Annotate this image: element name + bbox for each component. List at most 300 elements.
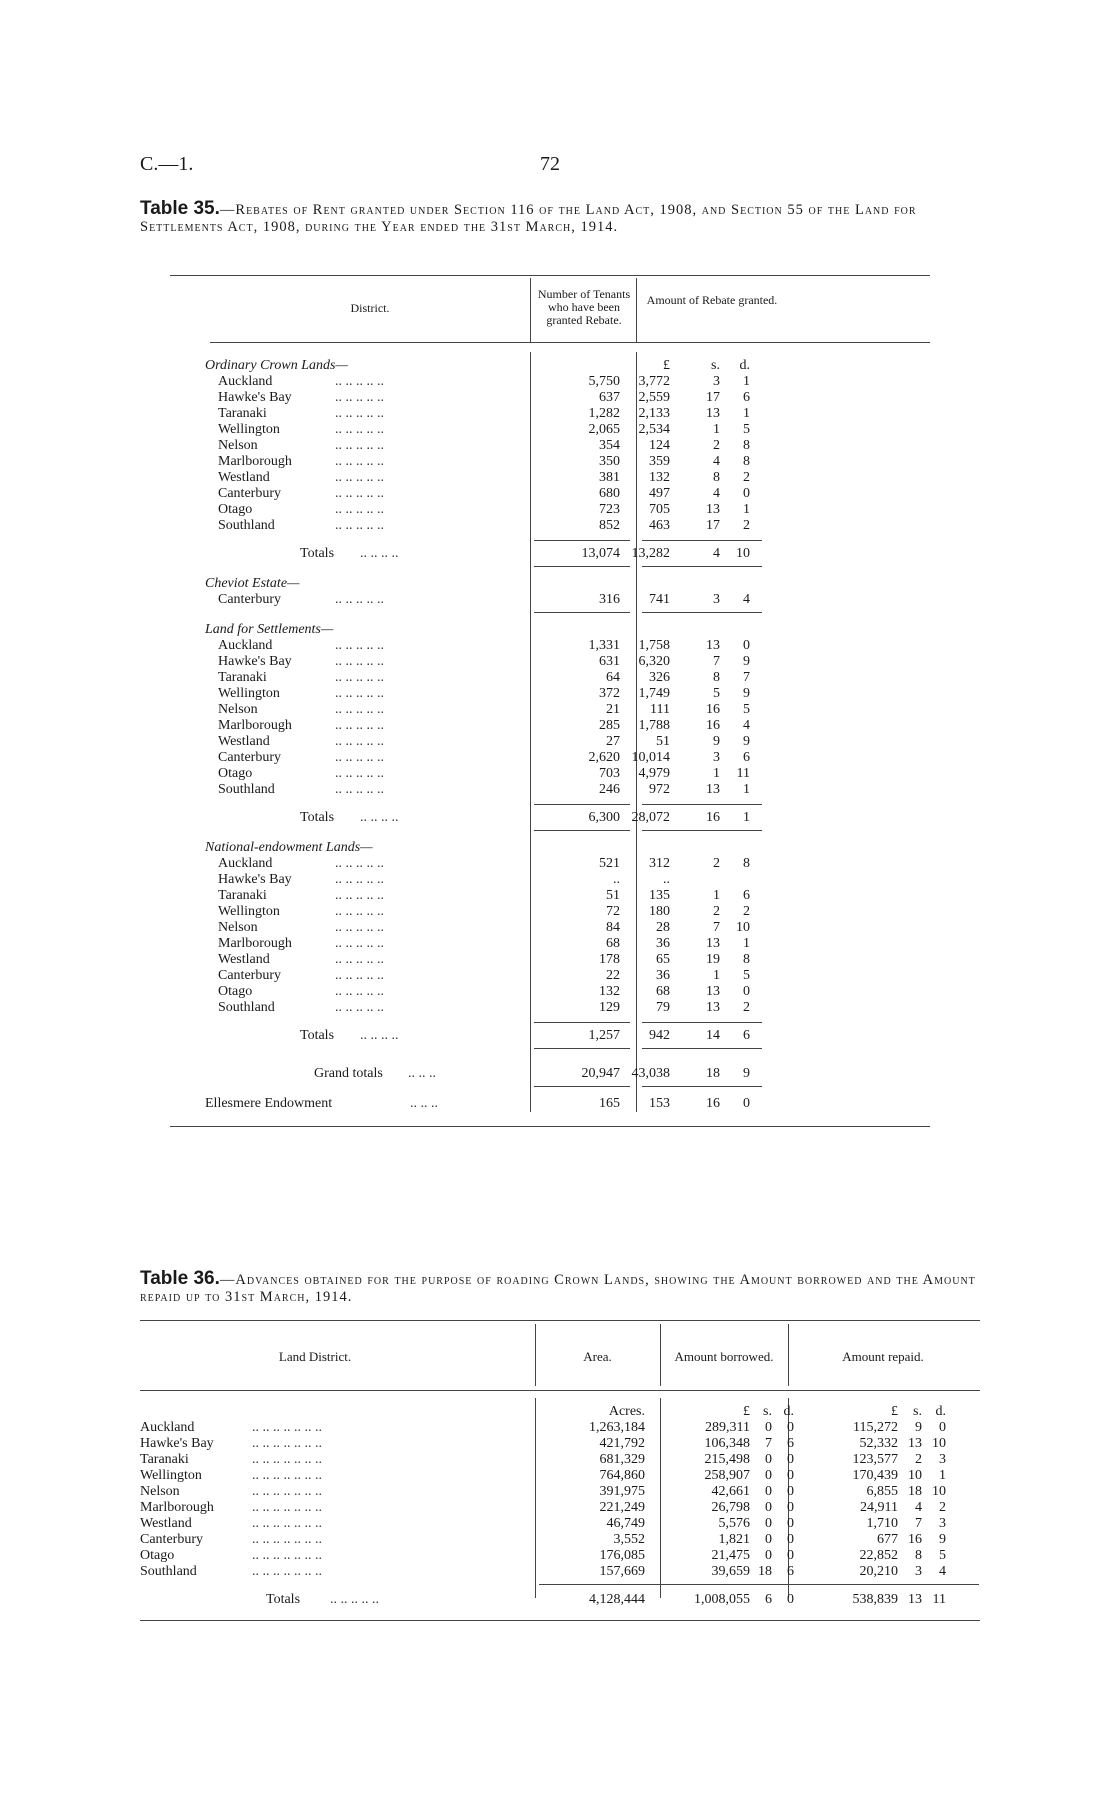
shillings-value: 3 [713, 592, 720, 607]
borrowed-header: Amount borrowed. [674, 1349, 774, 1364]
repaid-shillings: 18 [908, 1484, 922, 1499]
rule-line [642, 1048, 762, 1049]
repaid-pence: 1 [939, 1468, 946, 1483]
borrowed-pence-total: 0 [787, 1592, 794, 1607]
pounds-value: 28 [656, 920, 670, 935]
pence-value: 11 [736, 766, 750, 781]
shillings-value: 1 [713, 422, 720, 437]
rule-line [642, 1022, 762, 1023]
shillings-value: 13 [706, 502, 720, 517]
leader-dots: .. .. .. .. .. .. .. [252, 1484, 322, 1499]
leader-dots: .. .. .. .. .. [335, 502, 384, 517]
pounds-value: 3,772 [638, 374, 670, 389]
rule-line [642, 612, 762, 613]
repaid-shillings: 4 [915, 1500, 922, 1515]
district-name: Westland [218, 952, 270, 967]
leader-dots: .. .. .. .. .. .. .. [252, 1500, 322, 1515]
repaid-pence: 3 [939, 1516, 946, 1531]
tenants-value: 723 [599, 502, 620, 517]
pounds-value: 312 [649, 856, 670, 871]
borrowed-pounds: 1,821 [718, 1532, 750, 1547]
tenants-value: 246 [599, 782, 620, 797]
rule-line [642, 566, 762, 567]
rule-line [210, 342, 930, 343]
district-name: Taranaki [218, 406, 267, 421]
tenants-value: 350 [599, 454, 620, 469]
district-name: Auckland [218, 638, 273, 653]
ellesmere-shillings: 16 [706, 1096, 720, 1111]
district-name: Wellington [218, 686, 280, 701]
shillings-total: 16 [706, 810, 720, 825]
pounds-value: 132 [649, 470, 670, 485]
shillings-value: 4 [713, 454, 720, 469]
pounds-value: 326 [649, 670, 670, 685]
area-value: 421,792 [599, 1436, 645, 1451]
tenants-value: 72 [606, 904, 620, 919]
repaid-shillings: 13 [908, 1436, 922, 1451]
shillings-value: 2 [713, 438, 720, 453]
tenants-value: 1,331 [588, 638, 620, 653]
leader-dots: .. .. .. .. [360, 810, 399, 825]
shillings-value: 1 [713, 888, 720, 903]
repaid-pounds-total: 538,839 [852, 1592, 898, 1607]
pence-value: 5 [743, 968, 750, 983]
repaid-shillings: 8 [915, 1548, 922, 1563]
land-district-name: Otago [140, 1548, 175, 1563]
leader-dots: .. .. .. .. .. [335, 670, 384, 685]
repaid-pence: 3 [939, 1452, 946, 1467]
borrowed-pounds: 289,311 [705, 1420, 750, 1435]
pounds-value: 65 [656, 952, 670, 967]
borrowed-pounds: 26,798 [711, 1500, 750, 1515]
pounds-value: 1,758 [638, 638, 670, 653]
pence-value: 9 [743, 654, 750, 669]
grand-totals-label: Grand totals [314, 1066, 383, 1081]
district-name: Westland [218, 470, 270, 485]
borrowed-shillings: 7 [765, 1436, 772, 1451]
tenants-value: 132 [599, 984, 620, 999]
shillings-value: 19 [706, 952, 720, 967]
pence-value: 6 [743, 888, 750, 903]
district-name: Marlborough [218, 718, 292, 733]
land-district-name: Hawke's Bay [140, 1436, 214, 1451]
leader-dots: .. .. .. .. .. .. .. [252, 1436, 322, 1451]
borrowed-shillings: 0 [765, 1468, 772, 1483]
section-heading: Cheviot Estate— [205, 576, 300, 591]
repaid-pounds: 52,332 [859, 1436, 898, 1451]
rule-line [140, 1390, 980, 1391]
borrowed-shillings: 0 [765, 1548, 772, 1563]
repaid-pounds: 170,439 [852, 1468, 898, 1483]
tenants-value: 354 [599, 438, 620, 453]
pence-value: 6 [743, 750, 750, 765]
tenants-value: 22 [606, 968, 620, 983]
pounds-value: .. [663, 872, 670, 887]
leader-dots: .. .. .. .. .. [335, 734, 384, 749]
leader-dots: .. .. .. .. [360, 546, 399, 561]
repaid-shillings: 16 [908, 1532, 922, 1547]
area-value: 157,669 [599, 1564, 645, 1579]
district-name: Otago [218, 766, 253, 781]
leader-dots: .. .. .. .. .. [335, 470, 384, 485]
leader-dots: .. .. .. .. .. [335, 952, 384, 967]
leader-dots: .. .. .. .. .. .. .. [252, 1452, 322, 1467]
repaid-pence: 10 [932, 1484, 946, 1499]
pence-value: 4 [743, 592, 750, 607]
borrowed-shillings: 0 [765, 1484, 772, 1499]
rule-line [534, 804, 630, 805]
page-ref: C.—1. [140, 153, 194, 175]
area-value: 764,860 [599, 1468, 645, 1483]
shillings-value: 8 [713, 670, 720, 685]
land-district-name: Taranaki [140, 1452, 189, 1467]
pounds-value: 2,133 [638, 406, 670, 421]
pence-value: 1 [743, 374, 750, 389]
rule-line [170, 1126, 930, 1127]
repaid-pence: 4 [939, 1564, 946, 1579]
table35-caption [140, 200, 980, 236]
leader-dots: .. .. .. .. .. .. .. [252, 1548, 322, 1563]
shillings-value: 5 [713, 686, 720, 701]
pence-value: 8 [743, 454, 750, 469]
repaid-shillings: 9 [915, 1420, 922, 1435]
repaid-shillings: 10 [908, 1468, 922, 1483]
shillings-value: 16 [706, 702, 720, 717]
borrowed-pounds: 215,498 [704, 1452, 750, 1467]
pence-value: 8 [743, 438, 750, 453]
rule-line [534, 1048, 630, 1049]
shillings-value: 16 [706, 718, 720, 733]
tenants-value: 521 [599, 856, 620, 871]
tenants-total: 6,300 [588, 810, 620, 825]
repaid-pounds-symbol: £ [891, 1404, 898, 1419]
district-name: Canterbury [218, 592, 281, 607]
pounds-value: 10,014 [631, 750, 670, 765]
tenants-value: 316 [599, 592, 620, 607]
district-name: Wellington [218, 422, 280, 437]
shillings-value: 17 [706, 518, 720, 533]
totals-label: Totals [300, 810, 335, 825]
tenants-value: 637 [599, 390, 620, 405]
land-district-name: Westland [140, 1516, 192, 1531]
district-name: Auckland [218, 374, 273, 389]
leader-dots: .. .. .. .. .. .. .. [252, 1564, 322, 1579]
shillings-value: 3 [713, 374, 720, 389]
borrowed-pounds: 5,576 [718, 1516, 750, 1531]
borrowed-pounds: 42,661 [711, 1484, 750, 1499]
land-district-name: Marlborough [140, 1500, 214, 1515]
rule-line [535, 1398, 536, 1598]
pence-value: 8 [743, 856, 750, 871]
area-value: 46,749 [606, 1516, 645, 1531]
tenants-value: 703 [599, 766, 620, 781]
table36 [140, 1320, 980, 1620]
tenants-value: 680 [599, 486, 620, 501]
area-value: 1,263,184 [589, 1420, 645, 1435]
pence-value: 4 [743, 718, 750, 733]
repaid-pence: 9 [939, 1532, 946, 1547]
pounds-value: 1,749 [638, 686, 670, 701]
borrowed-pounds: 39,659 [711, 1564, 750, 1579]
pence-value: 7 [743, 670, 750, 685]
leader-dots: .. .. .. .. .. [335, 486, 384, 501]
leader-dots: .. .. .. .. .. [335, 390, 384, 405]
shillings-value: 13 [706, 782, 720, 797]
pounds-value: 79 [656, 1000, 670, 1015]
borrowed-pounds: 258,907 [704, 1468, 750, 1483]
repaid-pence: 0 [939, 1420, 946, 1435]
repaid-pounds: 677 [877, 1532, 898, 1547]
repaid-pence: 5 [939, 1548, 946, 1563]
shillings-value: 17 [706, 390, 720, 405]
tenants-value: 1,282 [588, 406, 620, 421]
borrowed-pence: 0 [787, 1500, 794, 1515]
pounds-value: 2,534 [638, 422, 670, 437]
leader-dots: .. .. .. .. .. [335, 750, 384, 765]
pence-value: 0 [743, 486, 750, 501]
pence-total: 1 [743, 810, 750, 825]
pence-value: 5 [743, 702, 750, 717]
rule-line [636, 278, 637, 342]
pounds-value: 135 [649, 888, 670, 903]
borrowed-shillings: 0 [765, 1500, 772, 1515]
tenants-value: 27 [606, 734, 620, 749]
leader-dots: .. .. .. .. .. [335, 406, 384, 421]
tenants-total: 1,257 [588, 1028, 620, 1043]
leader-dots: .. .. .. .. .. [335, 518, 384, 533]
tenants-value: 852 [599, 518, 620, 533]
pounds-value: 1,788 [638, 718, 670, 733]
borrowed-shillings: 0 [765, 1420, 772, 1435]
tenants-value: 129 [599, 1000, 620, 1015]
district-name: Southland [218, 1000, 275, 1015]
shillings-value: 7 [713, 654, 720, 669]
district-name: Hawke's Bay [218, 872, 292, 887]
district-name: Marlborough [218, 936, 292, 951]
district-name: Canterbury [218, 968, 281, 983]
ellesmere-tenants: 165 [599, 1096, 620, 1111]
tenants-value: 381 [599, 470, 620, 485]
leader-dots: .. .. .. .. .. [335, 686, 384, 701]
repaid-pounds: 1,710 [866, 1516, 898, 1531]
pence-total: 10 [736, 546, 750, 561]
leader-dots: .. .. .. .. .. [335, 766, 384, 781]
district-name: Nelson [218, 920, 258, 935]
borrowed-pence: 0 [787, 1452, 794, 1467]
shillings-value: 8 [713, 470, 720, 485]
repaid-shillings: 2 [915, 1452, 922, 1467]
pounds-value: 124 [649, 438, 670, 453]
district-name: Nelson [218, 438, 258, 453]
rule-line [642, 1086, 762, 1087]
district-name: Southland [218, 518, 275, 533]
tenants-value: 285 [599, 718, 620, 733]
district-name: Canterbury [218, 750, 281, 765]
leader-dots: .. .. .. .. .. [335, 984, 384, 999]
district-name: Wellington [218, 904, 280, 919]
amount-col-header: Amount of Rebate granted. [646, 293, 778, 307]
district-name: Nelson [218, 702, 258, 717]
repaid-shillings-symbol: s. [913, 1404, 922, 1419]
district-name: Southland [218, 782, 275, 797]
tenants-col-header: Number of Tenants who have been granted Rebate. [537, 287, 631, 327]
pounds-value: 2,559 [638, 390, 670, 405]
grand-pounds: 43,038 [631, 1066, 670, 1081]
borrowed-shillings: 0 [765, 1516, 772, 1531]
rule-line [170, 275, 930, 276]
district-name: Otago [218, 502, 253, 517]
pence-value: 1 [743, 502, 750, 517]
pounds-symbol: £ [663, 358, 670, 373]
tenants-value: 51 [606, 888, 620, 903]
leader-dots: .. .. .. .. .. .. .. [252, 1468, 322, 1483]
repaid-header: Amount repaid. [842, 1349, 924, 1364]
borrowed-pence: 0 [787, 1532, 794, 1547]
pence-value: 6 [743, 390, 750, 405]
district-name: Hawke's Bay [218, 654, 292, 669]
table36-caption [140, 1270, 980, 1306]
pence-value: 1 [743, 782, 750, 797]
repaid-pounds: 22,852 [859, 1548, 898, 1563]
rule-line [534, 830, 630, 831]
leader-dots: .. .. .. .. .. [335, 638, 384, 653]
leader-dots: .. .. .. .. .. .. .. [252, 1420, 322, 1435]
shillings-value: 9 [713, 734, 720, 749]
repaid-pounds: 24,911 [860, 1500, 898, 1515]
rule-line [534, 612, 630, 613]
leader-dots: .. .. .. [410, 1096, 438, 1111]
borrowed-pounds-symbol: £ [743, 1404, 750, 1419]
land-district-header: Land District. [278, 1349, 352, 1364]
shillings-value: 13 [706, 638, 720, 653]
rule-line [660, 1398, 661, 1598]
land-district-name: Nelson [140, 1484, 180, 1499]
pence-value: 0 [743, 638, 750, 653]
shillings-value: 13 [706, 406, 720, 421]
area-header: Area. [583, 1349, 612, 1364]
section-heading: Land for Settlements— [205, 622, 334, 637]
pence-value: 2 [743, 518, 750, 533]
pounds-value: 180 [649, 904, 670, 919]
pence-value: 5 [743, 422, 750, 437]
leader-dots: .. .. .. .. .. [335, 718, 384, 733]
district-col-header: District. [350, 301, 390, 315]
table35 [205, 270, 930, 1130]
pence-symbol: d. [739, 358, 750, 373]
pounds-total: 28,072 [631, 810, 670, 825]
section-heading: National-endowment Lands— [205, 840, 373, 855]
table35-label: Table 35. [140, 198, 220, 219]
leader-dots: .. .. .. [408, 1066, 436, 1081]
pounds-value: 497 [649, 486, 670, 501]
pounds-value: 36 [656, 936, 670, 951]
district-name: Auckland [218, 856, 273, 871]
area-value: 3,552 [613, 1532, 645, 1547]
pounds-value: 68 [656, 984, 670, 999]
leader-dots: .. .. .. .. .. .. .. [252, 1532, 322, 1547]
pence-value: 2 [743, 470, 750, 485]
leader-dots: .. .. .. .. .. [335, 422, 384, 437]
ellesmere-pounds: 153 [649, 1096, 670, 1111]
tenants-value: 372 [599, 686, 620, 701]
shillings-symbol: s. [711, 358, 720, 373]
leader-dots: .. .. .. .. .. [335, 872, 384, 887]
page-number: 72 [540, 153, 560, 175]
pence-value: 9 [743, 686, 750, 701]
repaid-pence-symbol: d. [935, 1404, 946, 1419]
pence-value: 8 [743, 952, 750, 967]
tenants-total: 13,074 [581, 546, 620, 561]
pounds-value: 972 [649, 782, 670, 797]
rule-line [534, 566, 630, 567]
pounds-value: 4,979 [638, 766, 670, 781]
leader-dots: .. .. .. .. .. [335, 438, 384, 453]
grand-shillings: 18 [706, 1066, 720, 1081]
pence-value: 1 [743, 406, 750, 421]
leader-dots: .. .. .. .. .. [335, 592, 384, 607]
pounds-value: 705 [649, 502, 670, 517]
land-district-name: Wellington [140, 1468, 202, 1483]
leader-dots: .. .. .. .. .. [335, 454, 384, 469]
grand-pence: 9 [743, 1066, 750, 1081]
area-value: 391,975 [599, 1484, 645, 1499]
rule-line [539, 1584, 979, 1585]
shillings-value: 7 [713, 920, 720, 935]
pounds-value: 741 [649, 592, 670, 607]
land-district-name: Auckland [140, 1420, 195, 1435]
rule-line [140, 1620, 980, 1621]
borrowed-pounds: 21,475 [711, 1548, 750, 1563]
totals-label: Totals [300, 546, 335, 561]
grand-tenants: 20,947 [581, 1066, 620, 1081]
leader-dots: .. .. .. .. .. [335, 702, 384, 717]
shillings-value: 1 [713, 766, 720, 781]
area-value: 221,249 [599, 1500, 645, 1515]
pence-value: 10 [736, 920, 750, 935]
table36-title: —Advances obtained for the purpose of roading Crown Lands, showing the Amount borrowed and the Amount repaid up to 31st March, 1914. [140, 1272, 976, 1305]
totals-label: Totals [300, 1028, 335, 1043]
leader-dots: .. .. .. .. .. [335, 968, 384, 983]
borrowed-pence: 6 [787, 1564, 794, 1579]
totals-label: Totals [266, 1592, 301, 1607]
shillings-value: 2 [713, 856, 720, 871]
tenants-value: .. [613, 872, 620, 887]
tenants-value: 2,065 [588, 422, 620, 437]
rule-line [534, 540, 630, 541]
rule-line [642, 540, 762, 541]
pounds-value: 36 [656, 968, 670, 983]
repaid-shillings: 3 [915, 1564, 922, 1579]
pence-total: 6 [743, 1028, 750, 1043]
area-total: 4,128,444 [589, 1592, 645, 1607]
leader-dots: .. .. .. .. .. [335, 654, 384, 669]
borrowed-pence-symbol: d. [783, 1404, 794, 1419]
leader-dots: .. .. .. .. .. [335, 374, 384, 389]
repaid-pence: 2 [939, 1500, 946, 1515]
district-name: Taranaki [218, 670, 267, 685]
repaid-pounds: 6,855 [866, 1484, 898, 1499]
pounds-total: 942 [649, 1028, 670, 1043]
shillings-value: 2 [713, 904, 720, 919]
tenants-value: 84 [606, 920, 620, 935]
pence-value: 2 [743, 1000, 750, 1015]
leader-dots: .. .. .. .. .. [335, 782, 384, 797]
shillings-value: 1 [713, 968, 720, 983]
district-name: Otago [218, 984, 253, 999]
tenants-value: 68 [606, 936, 620, 951]
leader-dots: .. .. .. .. .. [335, 904, 384, 919]
shillings-value: 4 [713, 486, 720, 501]
